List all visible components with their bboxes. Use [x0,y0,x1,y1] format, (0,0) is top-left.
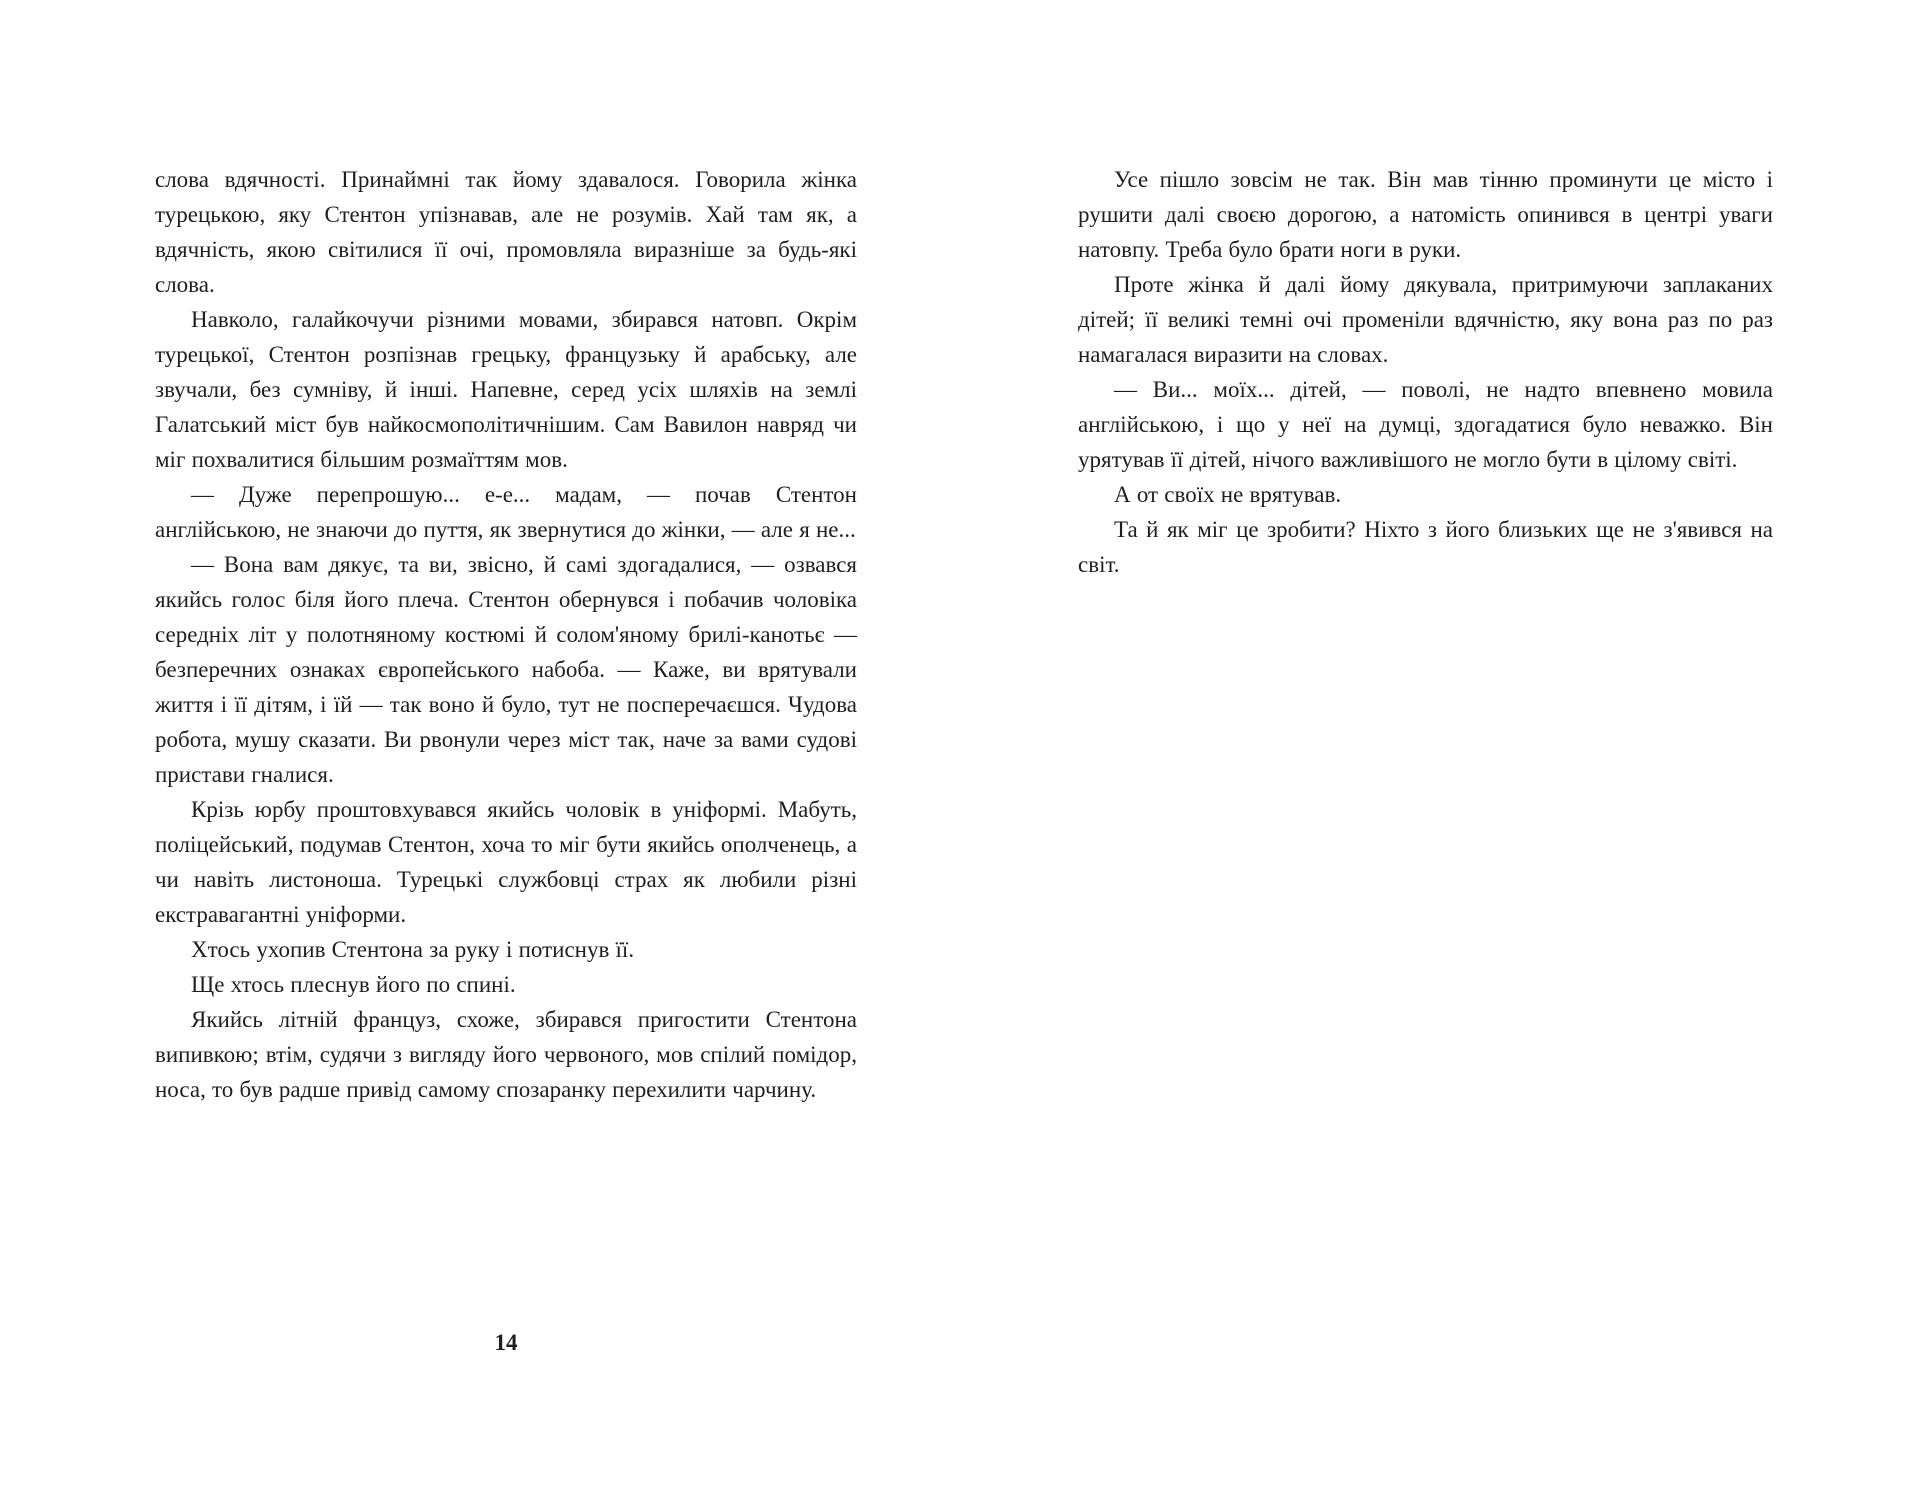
paragraph: слова вдячності. Принаймні так йому здавалося. Говорила жінка турецькою, яку Стентон упізнавав, але не розумів. Хай там як, а вдячність, якою світилися її очі, промовляла виразніше за будь-які слова. [155,167,857,297]
paragraph: — Ви... моїх... дітей, — поволі, не надто впевнено мовила англійською, і що у неї на думці, здогадатися було неважко. Він урятував її дітей, нічого важливішого не могло бути в цілому світі. [1078,377,1773,472]
page-right [1078,162,1773,582]
paragraph: — Вона вам дякує, та ви, звісно, й самі здогадалися, — озвався якийсь голос біля його плеча. Стентон обернувся і побачив чоловіка середніх літ у полотняному костюмі й солом'яному брилі-канотьє — безперечних ознаках європейського набоба. — Каже, ви врятували життя і її дітям, і їй — так воно й було, тут не посперечаєшся. Чудова робота, мушу сказати. Ви рвонули через міст так, наче за вами судові пристави гналися. [155,552,857,787]
paragraph: Усе пішло зовсім не так. Він мав тінню проминути це місто і рушити далі своєю дорогою, а натомість опинився в центрі уваги натовпу. Треба було брати ноги в руки. [1078,167,1773,262]
page-number: 14 [494,1330,518,1355]
page-left [155,162,857,1107]
paragraph: Навколо, галайкочучи різними мовами, збирався натовп. Окрім турецької, Стентон розпізнав грецьку, французьку й арабську, але звучали, без сумніву, й інші. Напевне, серед усіх шляхів на землі Галатський міст був найкосмополітичнішим. Сам Вавилон навряд чи міг похвалитися більшим розмаїттям мов. [155,307,857,472]
paragraph: Та й як міг це зробити? Ніхто з його близьких ще не з'явився на світ. [1078,517,1773,577]
paragraph: Хтось ухопив Стентона за руку і потиснув її. [191,937,635,962]
paragraph: Ще хтось плеснув його по спині. [191,972,516,997]
paragraph: Якийсь літній француз, схоже, збирався пригостити Стентона випивкою; втім, судячи з вигляду його червоного, мов спілий помідор, носа, то був радше привід самому спозаранку перехилити чарчину. [155,1007,857,1102]
paragraph: Крізь юрбу проштовхувався якийсь чоловік в уніформі. Мабуть, поліцейський, подумав Стентон, хоча то міг бути якийсь ополченець, а чи навіть листоноша. Турецькі службовці страх як любили різні екстравагантні уніформи. [155,797,857,927]
paragraph: А от своїх не врятував. [1114,482,1342,507]
paragraph: Проте жінка й далі йому дякувала, притримуючи заплаканих дітей; її великі темні очі променіли вдячністю, яку вона раз по раз намагалася виразити на словах. [1078,272,1773,367]
paragraph: — Дуже перепрошую... е-е... мадам, — почав Стентон англійською, не знаючи до пуття, як звернутися до жінки, — але я не... [155,482,857,542]
